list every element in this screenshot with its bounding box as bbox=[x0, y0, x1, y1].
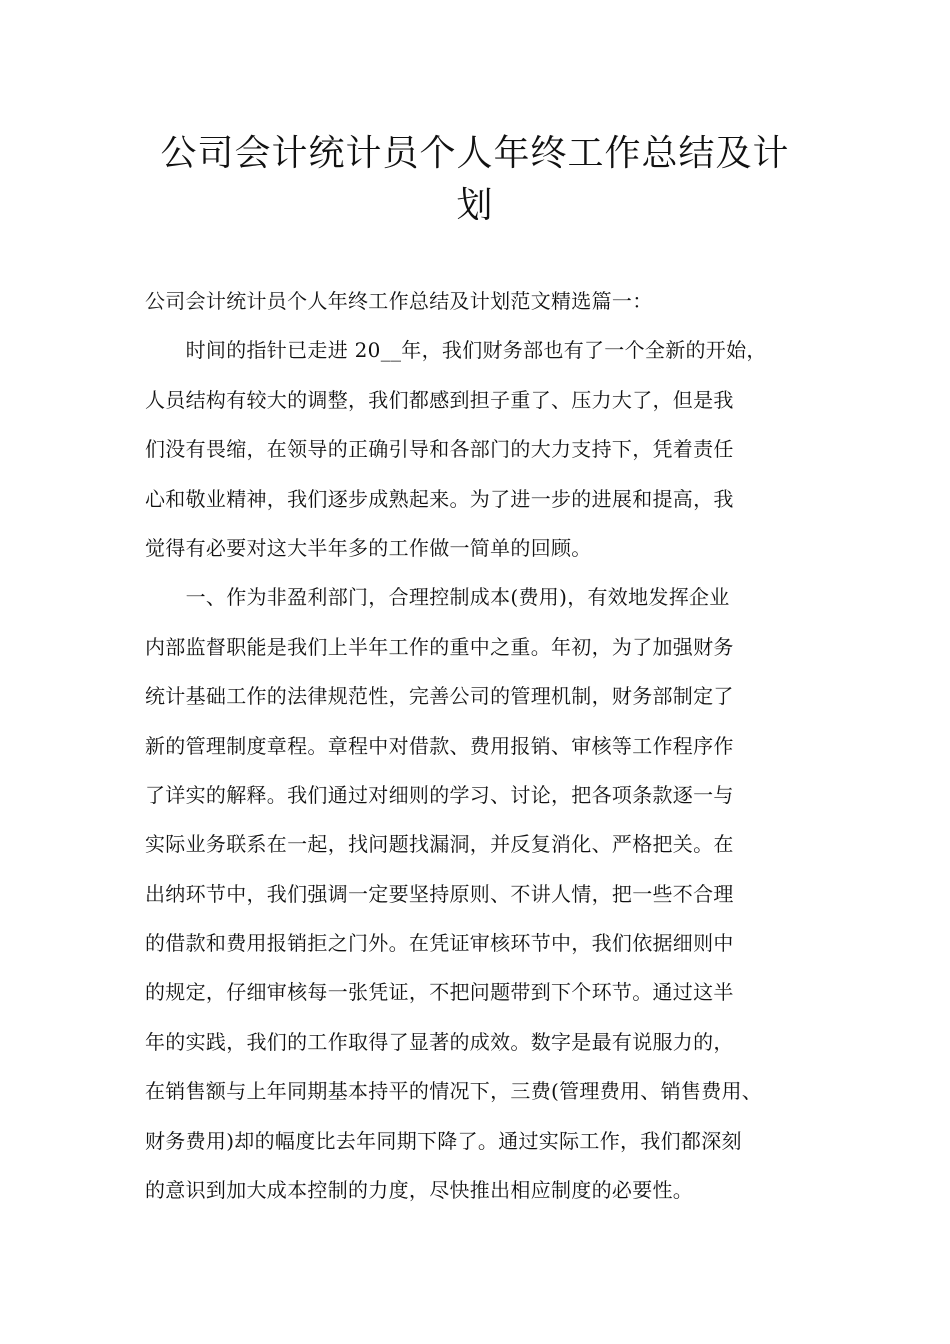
paragraph-line: 统计基础工作的法律规范性，完善公司的管理机制，财务部制定了 bbox=[145, 684, 734, 709]
paragraph-line: 内部监督职能是我们上半年工作的重中之重。年初，为了加强财务 bbox=[145, 634, 734, 659]
paragraph-line: 实际业务联系在一起，找问题找漏洞，并反复消化、严格把关。在 bbox=[145, 832, 734, 857]
paragraph-line: 一、作为非盈利部门，合理控制成本(费用)，有效地发挥企业 bbox=[145, 585, 730, 610]
title-line-2: 划 bbox=[456, 185, 494, 226]
paragraph-line: 时间的指针已走进 20__年，我们财务部也有了一个全新的开始， bbox=[145, 338, 767, 363]
paragraph-line: 财务费用)却的幅度比去年同期下降了。通过实际工作，我们都深刻 bbox=[145, 1128, 742, 1153]
paragraph-line: 新的管理制度章程。章程中对借款、费用报销、审核等工作程序作 bbox=[145, 733, 734, 758]
paragraph-line: 的借款和费用报销拒之门外。在凭证审核环节中，我们依据细则中 bbox=[145, 931, 734, 956]
intro-line: 公司会计统计员个人年终工作总结及计划范文精选篇一： bbox=[145, 289, 653, 313]
paragraph-line: 心和敬业精神，我们逐步成熟起来。为了进一步的进展和提高，我 bbox=[145, 486, 734, 511]
paragraph-line: 人员结构有较大的调整，我们都感到担子重了、压力大了，但是我 bbox=[145, 387, 734, 412]
title-line-1: 公司会计统计员个人年终工作总结及计 bbox=[160, 133, 790, 174]
paragraph-line: 觉得有必要对这大半年多的工作做一简单的回顾。 bbox=[145, 535, 592, 560]
paragraph-line: 出纳环节中，我们强调一定要坚持原则、不讲人情，把一些不合理 bbox=[145, 881, 734, 906]
paragraph-line: 的规定，仔细审核每一张凭证，不把问题带到下个环节。通过这半 bbox=[145, 980, 734, 1005]
paragraph-line: 在销售额与上年同期基本持平的情况下，三费(管理费用、销售费用、 bbox=[145, 1079, 763, 1104]
paragraph-line: 的意识到加大成本控制的力度，尽快推出相应制度的必要性。 bbox=[145, 1178, 694, 1203]
document-title bbox=[130, 128, 820, 232]
document-body bbox=[145, 282, 835, 1220]
paragraph-line: 们没有畏缩，在领导的正确引导和各部门的大力支持下，凭着责任 bbox=[145, 437, 734, 462]
paragraph-line: 年的实践，我们的工作取得了显著的成效。数字是最有说服力的， bbox=[145, 1029, 734, 1054]
paragraph-line: 了详实的解释。我们通过对细则的学习、讨论，把各项条款逐一与 bbox=[145, 782, 734, 807]
